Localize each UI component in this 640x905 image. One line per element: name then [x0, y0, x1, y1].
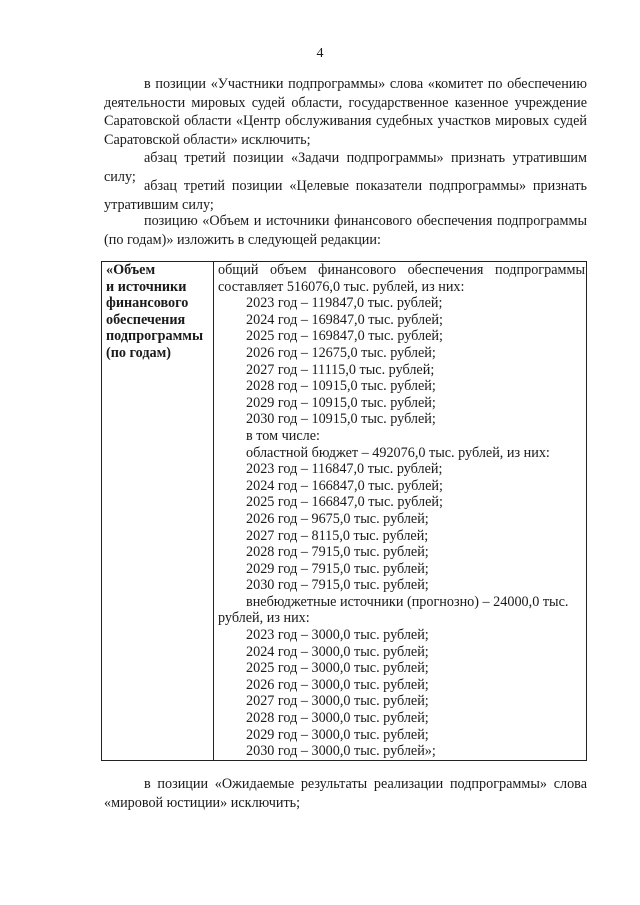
table-column-divider [213, 262, 214, 760]
table-right-line: 2023 год – 3000,0 тыс. рублей; [246, 627, 429, 644]
table-right-line: внебюджетные источники (прогнозно) – 24000,0 тыс. [246, 593, 569, 610]
table-right-line: 2024 год – 169847,0 тыс. рублей; [246, 311, 443, 328]
table-right-line: областной бюджет – 492076,0 тыс. рублей, из них: [246, 444, 550, 461]
table-right-cell [218, 262, 585, 760]
table-right-line: общий объем финансового обеспечения подпрограммы [218, 262, 585, 278]
table-right-line: составляет 516076,0 тыс. рублей, из них: [218, 278, 465, 295]
table-right-line: в том числе: [246, 427, 320, 444]
table-left-line: и источники [106, 278, 187, 295]
table-right-line: 2026 год – 12675,0 тыс. рублей; [246, 344, 436, 361]
table-right-line: 2024 год – 3000,0 тыс. рублей; [246, 643, 429, 660]
table-right-line: 2025 год – 3000,0 тыс. рублей; [246, 660, 429, 677]
table-left-line: «Объем [106, 262, 156, 278]
table-right-line: 2027 год – 3000,0 тыс. рублей; [246, 693, 429, 710]
table-left-line: финансового [106, 295, 189, 312]
table-right-line: 2028 год – 3000,0 тыс. рублей; [246, 710, 429, 727]
table-left-line: (по годам) [106, 344, 171, 361]
table-left-cell [106, 262, 212, 362]
table-right-line: 2023 год – 116847,0 тыс. рублей; [246, 461, 443, 478]
page-number: 4 [316, 46, 324, 61]
table-right-line: 2026 год – 9675,0 тыс. рублей; [246, 510, 429, 527]
paragraph-financing-intro: позицию «Объем и источники финансового обеспечения подпрограммы (по годам)» изложить в следующей редакции: [104, 213, 587, 248]
table-right-line: 2030 год – 3000,0 тыс. рублей»; [246, 743, 436, 760]
financing-table [101, 261, 587, 761]
table-right-line: 2024 год – 166847,0 тыс. рублей; [246, 477, 443, 494]
paragraph-indicators: абзац третий позиции «Целевые показатели подпрограммы» признать утратившим силу; [104, 178, 587, 213]
table-right-line: 2026 год – 3000,0 тыс. рублей; [246, 676, 429, 693]
table-right-line: 2027 год – 11115,0 тыс. рублей; [246, 361, 435, 378]
table-right-line: 2029 год – 7915,0 тыс. рублей; [246, 560, 429, 577]
table-left-line: подпрограммы [106, 328, 204, 345]
table-right-line: 2029 год – 10915,0 тыс. рублей; [246, 394, 436, 411]
table-right-line: 2028 год – 10915,0 тыс. рублей; [246, 378, 436, 395]
table-right-line: 2027 год – 8115,0 тыс. рублей; [246, 527, 429, 544]
table-right-line: 2029 год – 3000,0 тыс. рублей; [246, 726, 429, 743]
table-left-line: обеспечения [106, 311, 186, 328]
table-right-line: 2030 год – 7915,0 тыс. рублей; [246, 577, 429, 594]
table-right-line: 2030 год – 10915,0 тыс. рублей; [246, 411, 436, 428]
table-right-line: 2025 год – 166847,0 тыс. рублей; [246, 494, 443, 511]
paragraph-participants: в позиции «Участники подпрограммы» слова «комитет по обеспечению деятельности мировых судей области, государственное казенное учреждение Саратовской области «Центр обслуживания судебных участков мировых судей Саратовской области» исключить; [104, 76, 587, 148]
paragraph-tasks: абзац третий позиции «Задачи подпрограммы» признать утратившим силу; [104, 150, 587, 185]
paragraph-expected-results: в позиции «Ожидаемые результаты реализации подпрограммы» слова «мировой юстиции» исключить; [104, 776, 587, 811]
table-right-line: рублей, из них: [218, 610, 310, 627]
table-right-line: 2025 год – 169847,0 тыс. рублей; [246, 328, 443, 345]
table-right-line: 2028 год – 7915,0 тыс. рублей; [246, 544, 429, 561]
table-right-line: 2023 год – 119847,0 тыс. рублей; [246, 295, 443, 312]
